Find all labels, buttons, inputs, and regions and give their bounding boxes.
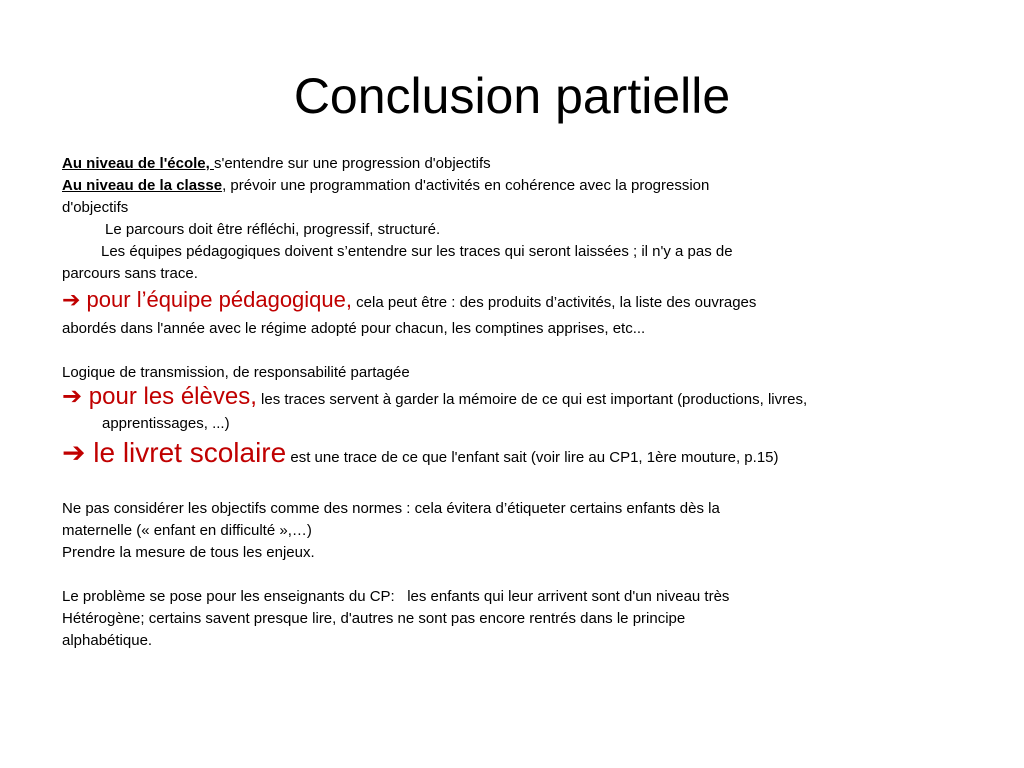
paragraph-ecole: [62, 153, 942, 175]
paragraph-livret: [62, 435, 942, 476]
text-classe-continued: d'objectifs: [62, 199, 129, 216]
paragraph-probleme-line1: Le problème se pose pour les enseignants du CP: les enfants qui leur arrivent sont d'un niveau très: [62, 588, 730, 605]
lead-eleves: ➔ pour les élèves,: [62, 383, 257, 410]
paragraph-enjeux: Prendre la mesure de tous les enjeux.: [62, 544, 315, 561]
label-classe: Au niveau de la classe: [62, 177, 223, 194]
lead-equipe-pedagogique: ➔ pour l’équipe pédagogique,: [62, 287, 352, 312]
paragraph-equipes-line1: Les équipes pédagogiques doivent s’entendre sur les traces qui seront laissées ; il n'y a pas de: [101, 243, 733, 260]
spacer: [62, 476, 942, 498]
text-livret: est une trace de ce que l'enfant sait (voir lire au CP1, 1ère mouture, p.15): [286, 449, 779, 466]
spacer: [62, 564, 942, 586]
paragraph-equipe-pedagogique: [62, 285, 942, 318]
spacer: [62, 340, 942, 362]
paragraph-parcours: Le parcours doit être réfléchi, progressif, structuré.: [105, 221, 441, 238]
lead-livret: ➔ le livret scolaire: [62, 437, 287, 468]
text-equipe-pedagogique: cela peut être : des produits d’activités, la liste des ouvrages: [352, 294, 757, 311]
text-ecole: s'entendre sur une progression d'objectifs: [213, 155, 491, 172]
paragraph-normes-line1: Ne pas considérer les objectifs comme des normes : cela évitera d’étiqueter certains enfants dès la: [62, 500, 720, 517]
text-classe: , prévoir une programmation d'activités en cohérence avec la progression: [222, 177, 710, 194]
label-ecole: Au niveau de l'école,: [62, 155, 214, 172]
text-eleves-continued: apprentissages, ...): [102, 415, 230, 432]
text-eleves: les traces servent à garder la mémoire de ce qui est important (productions, livres,: [256, 391, 808, 408]
paragraph-normes-line2: maternelle (« enfant en difficulté »,…): [62, 522, 312, 539]
paragraph-logique: Logique de transmission, de responsabilité partagée: [62, 364, 410, 381]
paragraph-probleme-line3: alphabétique.: [62, 632, 153, 649]
paragraph-classe: [62, 175, 942, 197]
paragraph-equipes-line2: parcours sans trace.: [62, 265, 198, 282]
slide-body: [62, 153, 942, 652]
paragraph-eleves: [62, 384, 942, 413]
paragraph-probleme-line2: Hétérogène; certains savent presque lire, d'autres ne sont pas encore rentrés dans le principe: [62, 610, 686, 627]
slide-title: Conclusion partielle: [293, 68, 731, 124]
text-equipe-pedagogique-continued: abordés dans l'année avec le régime adopté pour chacun, les comptines apprises, etc...: [62, 320, 646, 337]
